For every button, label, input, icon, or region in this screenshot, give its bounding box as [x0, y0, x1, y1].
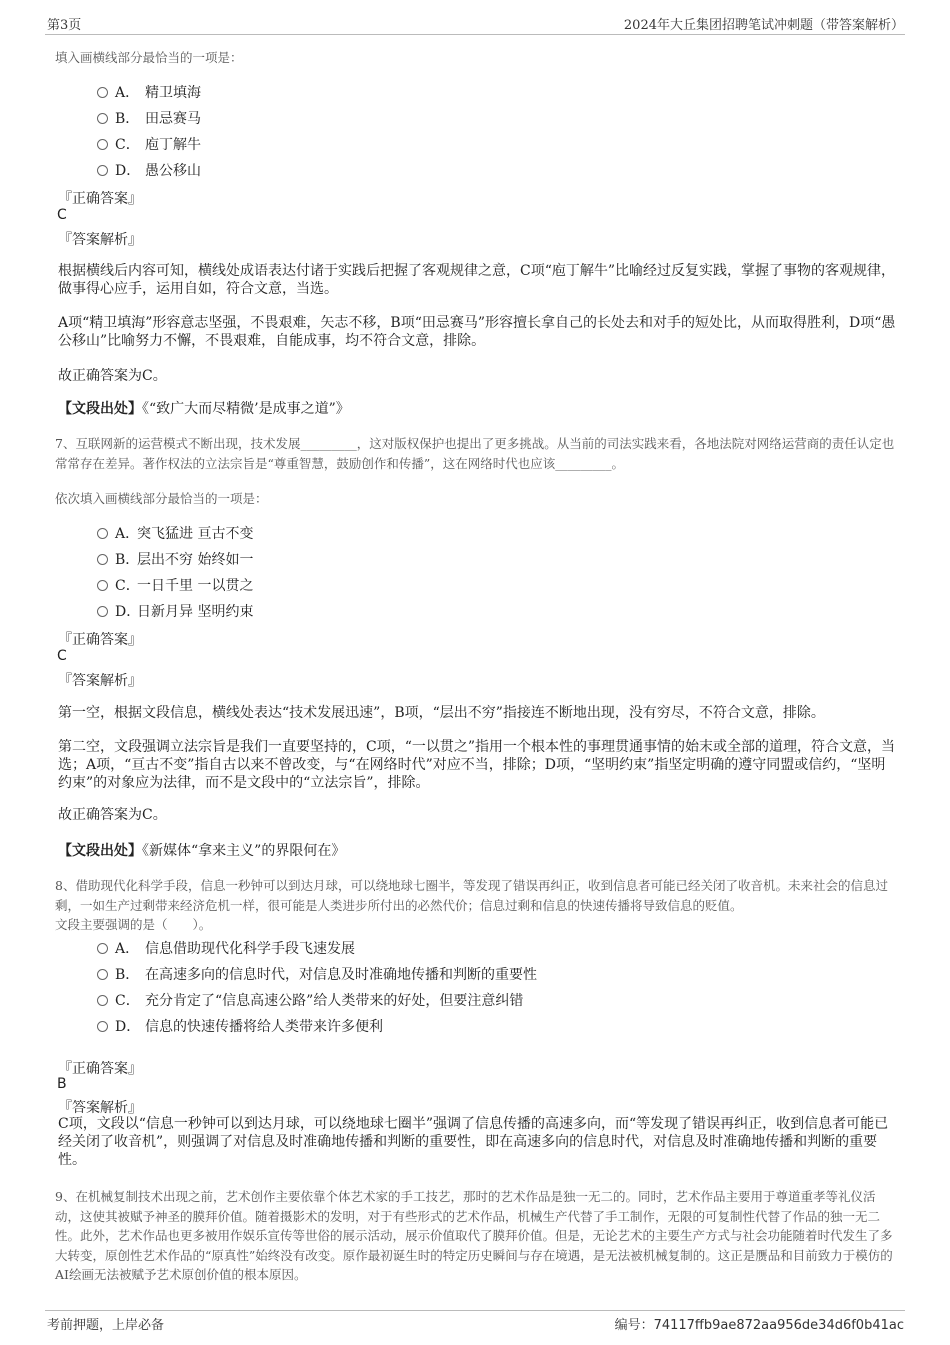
q6-answer: C: [57, 207, 67, 223]
q7-answer: C: [57, 648, 67, 664]
q6-prompt: 填入画横线部分最恰当的一项是：: [55, 50, 243, 65]
radio-icon[interactable]: [97, 943, 108, 954]
q7-source-label: 【文段出处】: [58, 843, 142, 859]
q6-source: [58, 398, 350, 418]
q6-analysis-label: 『答案解析』: [58, 232, 142, 248]
q6-source-label: 【文段出处】: [58, 401, 142, 417]
q9-stem: 9、在机械复制技术出现之前，艺术创作主要依靠个体艺术家的手工技艺，那时的艺术作品是独一无二的。同时，艺术作品主要用于尊道重孝等礼仪活动，这使其被赋予神圣的膜拜价值。随着摄影术的发明，对于有些形式的艺术作品，机械生产代替了手工制作，无限的可复制性代替了作品的独一无二性。此外，艺术作品也更多被用作娱乐宣传等世俗的展示活动，展示价值取代了膜拜价值。但是，无论艺术的主要生产方式与社会功能随着时代发生了多大转变，原创性艺术作品的“原真性”始终没有改变。原作最初诞生时的特定历史瞬间与存在境遇，是无法被机械复制的。这正是赝品和目前致力于模仿的AI绘画无法被赋予艺术原创价值的根本原因。: [55, 1189, 893, 1282]
q6-analysis-para-1: 根据横线后内容可知，横线处成语表达付诸于实践后把握了客观规律之意，C项“庖丁解牛”比喻经过反复实践，掌握了事物的客观规律，做事得心应手，运用自如，符合文意，当选。: [58, 263, 896, 297]
footer-divider: [45, 1310, 905, 1311]
q6-source-text: 《“致广大而尽精微’是成事之道”》: [142, 401, 350, 417]
radio-icon[interactable]: [97, 995, 108, 1006]
q6-analysis-para-2: A项“精卫填海”形容意志坚强，不畏艰难，矢志不移，B项“田忌赛马”形容擅长拿自己的长处去和对手的短处比，从而取得胜利，D项“愚公移山”比喻努力不懈，不畏艰难，自能成事，均不符合文意，排除。: [58, 315, 896, 349]
q8-answer-label: 『正确答案』: [58, 1061, 142, 1077]
q7-analysis-para-1: 第一空，根据文段信息，横线处表达“技术发展迅速”，B项，“层出不穷”指接连不断地出现，没有穷尽，不符合文意，排除。: [58, 705, 825, 721]
footer-slogan: 考前押题，上岸必备: [47, 1318, 165, 1333]
q7-prompt: 依次填入画横线部分最恰当的一项是：: [55, 491, 268, 506]
q7-analysis-para-2: 第二空，文段强调立法宗旨是我们一直要坚持的，C项，“一以贯之”指用一个根本性的事理贯通事情的始末或全部的道理，符合文意，当选；A项，“亘古不变”指自古以来不曾改变，与“在网络时代”对应不当，排除；D项，“坚明约束”指坚定明确的遵守同盟或信约，“坚明约束”的对象应为法律，而不是文段中的“立法宗旨”，排除。: [58, 739, 896, 791]
q6-analysis-para-3: 故正确答案为C。: [58, 368, 167, 384]
page-number: 第3页: [47, 18, 82, 33]
document-id: 编号：74117ffb9ae872aa956de34d6f0b41ac: [614, 1318, 904, 1333]
radio-icon[interactable]: [97, 113, 108, 124]
q7-analysis-para-3: 故正确答案为C。: [58, 807, 167, 823]
header-divider: [45, 34, 905, 35]
radio-icon[interactable]: [97, 165, 108, 176]
radio-icon[interactable]: [97, 528, 108, 539]
q8-answer: B: [57, 1076, 67, 1092]
document-title: 2024年大丘集团招聘笔试冲刺题（带答案解析）: [623, 18, 904, 33]
q8-prompt: 文段主要强调的是（ ）。: [55, 917, 212, 932]
radio-icon[interactable]: [97, 554, 108, 565]
radio-icon[interactable]: [97, 580, 108, 591]
q6-answer-label: 『正确答案』: [58, 191, 142, 207]
q7-analysis-label: 『答案解析』: [58, 673, 142, 689]
radio-icon[interactable]: [97, 87, 108, 98]
q7-source-text: 《新媒体“拿来主义”的界限何在》: [142, 843, 346, 859]
q7-stem: 7、互联网新的运营模式不断出现，技术发展_________，这对版权保护也提出了更多挑战。从当前的司法实践来看，各地法院对网络运营商的责任认定也常常存在差异。著作权法的立法宗旨是“尊重智慧，鼓励创作和传播”，这在网络时代也应该_________。: [55, 436, 895, 471]
radio-icon[interactable]: [97, 139, 108, 150]
radio-icon[interactable]: [97, 969, 108, 980]
q7-source: [58, 840, 345, 860]
q8-stem: 8、借助现代化科学手段，信息一秒钟可以到达月球，可以绕地球七圈半，等发现了错误再纠正，收到信息者可能已经关闭了收音机。未来社会的信息过剩，一如生产过剩带来经济危机一样，很可能是人类进步所付出的必然代价；信息过剩和信息的快速传播将导致信息的贬值。: [55, 878, 888, 913]
q7-answer-label: 『正确答案』: [58, 632, 142, 648]
radio-icon[interactable]: [97, 606, 108, 617]
q8-analysis-para-1: C项，文段以“信息一秒钟可以到达月球，可以绕地球七圈半”强调了信息传播的高速多向，而“等发现了错误再纠正，收到信息者可能已经关闭了收音机”，则强调了对信息及时准确地传播和判断的重要性，即在高速多向的信息时代，对信息及时准确地传播和判断的重要性。: [58, 1116, 889, 1168]
radio-icon[interactable]: [97, 1021, 108, 1032]
q8-analysis-label: 『答案解析』: [58, 1100, 142, 1116]
